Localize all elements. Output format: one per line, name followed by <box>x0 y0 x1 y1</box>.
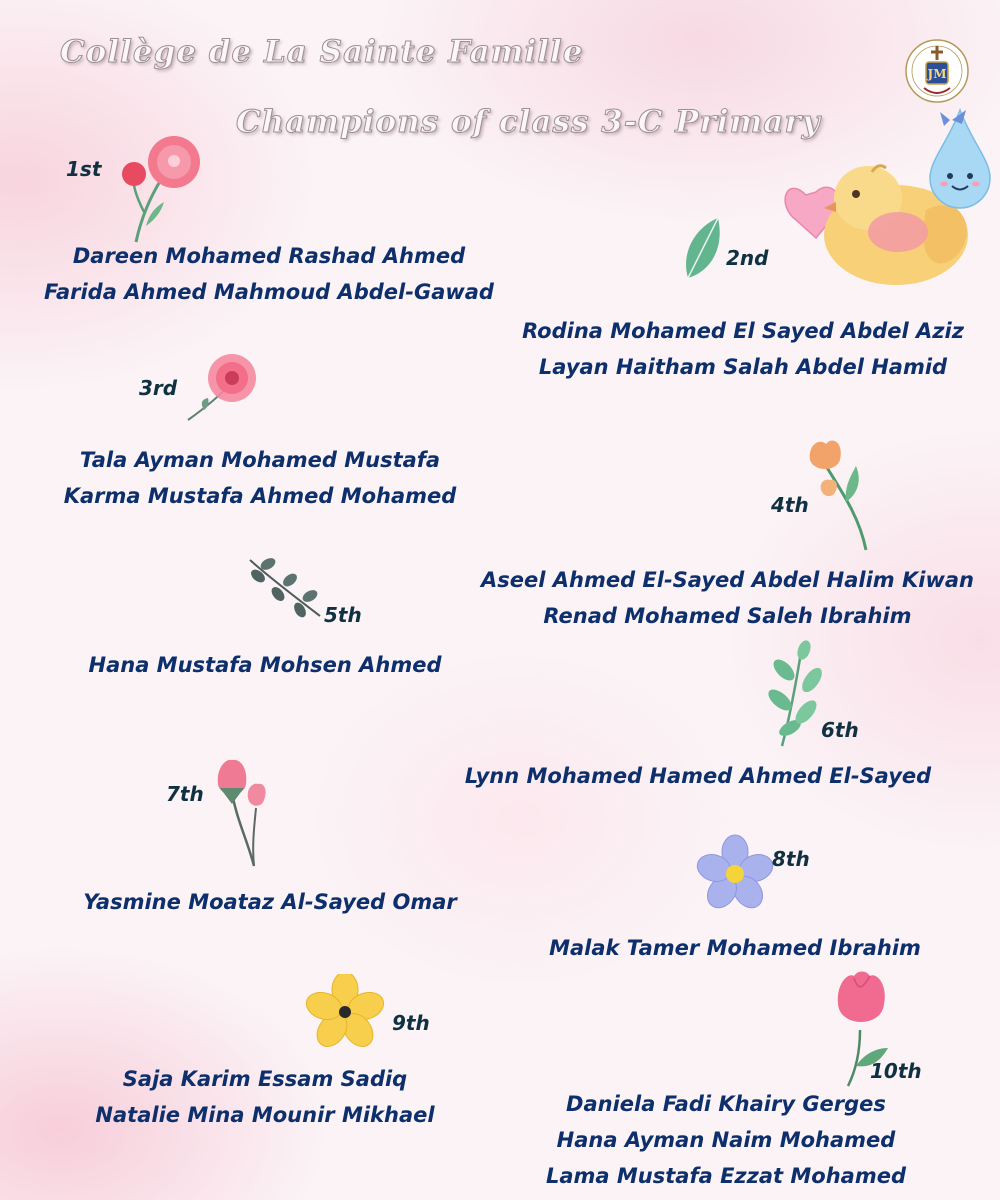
rank-label-3rd: 3rd <box>139 376 178 400</box>
daisy-3rd-icon <box>184 352 264 424</box>
eucalyptus-5th-icon <box>244 554 324 620</box>
winner-name: Aseel Ahmed El-Sayed Abdel Halim Kiwan <box>481 568 974 592</box>
winner-name: Yasmine Moataz Al-Sayed Omar <box>83 890 457 914</box>
rank-label-7th: 7th <box>166 782 204 806</box>
rank-label-8th: 8th <box>772 847 810 871</box>
svg-text:JM: JM <box>927 67 947 81</box>
page-title: Collège de La Sainte Famille <box>60 34 584 70</box>
rank-label-5th: 5th <box>324 603 362 627</box>
winner-name: Karma Mustafa Ahmed Mohamed <box>63 484 457 508</box>
rank-label-4th: 4th <box>771 493 809 517</box>
flower-1st-icon <box>116 134 206 246</box>
winners-8th <box>510 930 960 966</box>
winners-1st <box>34 238 504 310</box>
winners-2nd <box>508 313 978 385</box>
winner-name: Malak Tamer Mohamed Ibrahim <box>549 936 921 960</box>
winners-5th <box>40 647 490 683</box>
leaf-sprig-6th-icon <box>762 640 828 748</box>
winner-name: Lynn Mohamed Hamed Ahmed El-Sayed <box>464 764 932 788</box>
winner-name: Farida Ahmed Mahmoud Abdel-Gawad <box>44 280 494 304</box>
rank-label-1st: 1st <box>66 157 102 181</box>
winners-7th <box>40 884 500 920</box>
winners-9th <box>40 1061 490 1133</box>
winner-name: Daniela Fadi Khairy Gerges <box>566 1092 886 1116</box>
leaf-2nd-icon <box>680 214 724 282</box>
winner-name: Lama Mustafa Ezzat Mohamed <box>545 1164 906 1188</box>
winners-6th <box>448 758 948 794</box>
winner-name: Tala Ayman Mohamed Mustafa <box>79 448 441 472</box>
water-drop-icon <box>924 102 996 212</box>
winner-name: Renad Mohamed Saleh Ibrahim <box>543 604 912 628</box>
winners-3rd <box>30 442 490 514</box>
winner-name: Saja Karim Essam Sadiq <box>122 1067 408 1091</box>
winner-name: Rodina Mohamed El Sayed Abdel Aziz <box>522 319 964 343</box>
rank-label-6th: 6th <box>821 718 859 742</box>
rank-label-2nd: 2nd <box>726 246 769 270</box>
blue-flower-8th-icon <box>692 834 778 914</box>
rank-label-9th: 9th <box>392 1011 430 1035</box>
winners-4th <box>470 562 985 634</box>
winner-name: Hana Ayman Naim Mohamed <box>556 1128 896 1152</box>
page-subtitle: Champions of class 3-C Primary <box>236 104 821 140</box>
winner-name: Layan Haitham Salah Abdel Hamid <box>538 355 948 379</box>
winner-name: Hana Mustafa Mohsen Ahmed <box>88 653 442 677</box>
school-crest-icon <box>904 36 970 106</box>
winner-name: Dareen Mohamed Rashad Ahmed <box>72 244 466 268</box>
tulip-4th-icon <box>800 436 876 554</box>
winners-10th <box>496 1086 956 1194</box>
yellow-flower-9th-icon <box>302 974 388 1054</box>
winner-name: Natalie Mina Mounir Mikhael <box>95 1103 435 1127</box>
rosebuds-7th-icon <box>212 758 270 868</box>
rank-label-10th: 10th <box>870 1059 922 1083</box>
